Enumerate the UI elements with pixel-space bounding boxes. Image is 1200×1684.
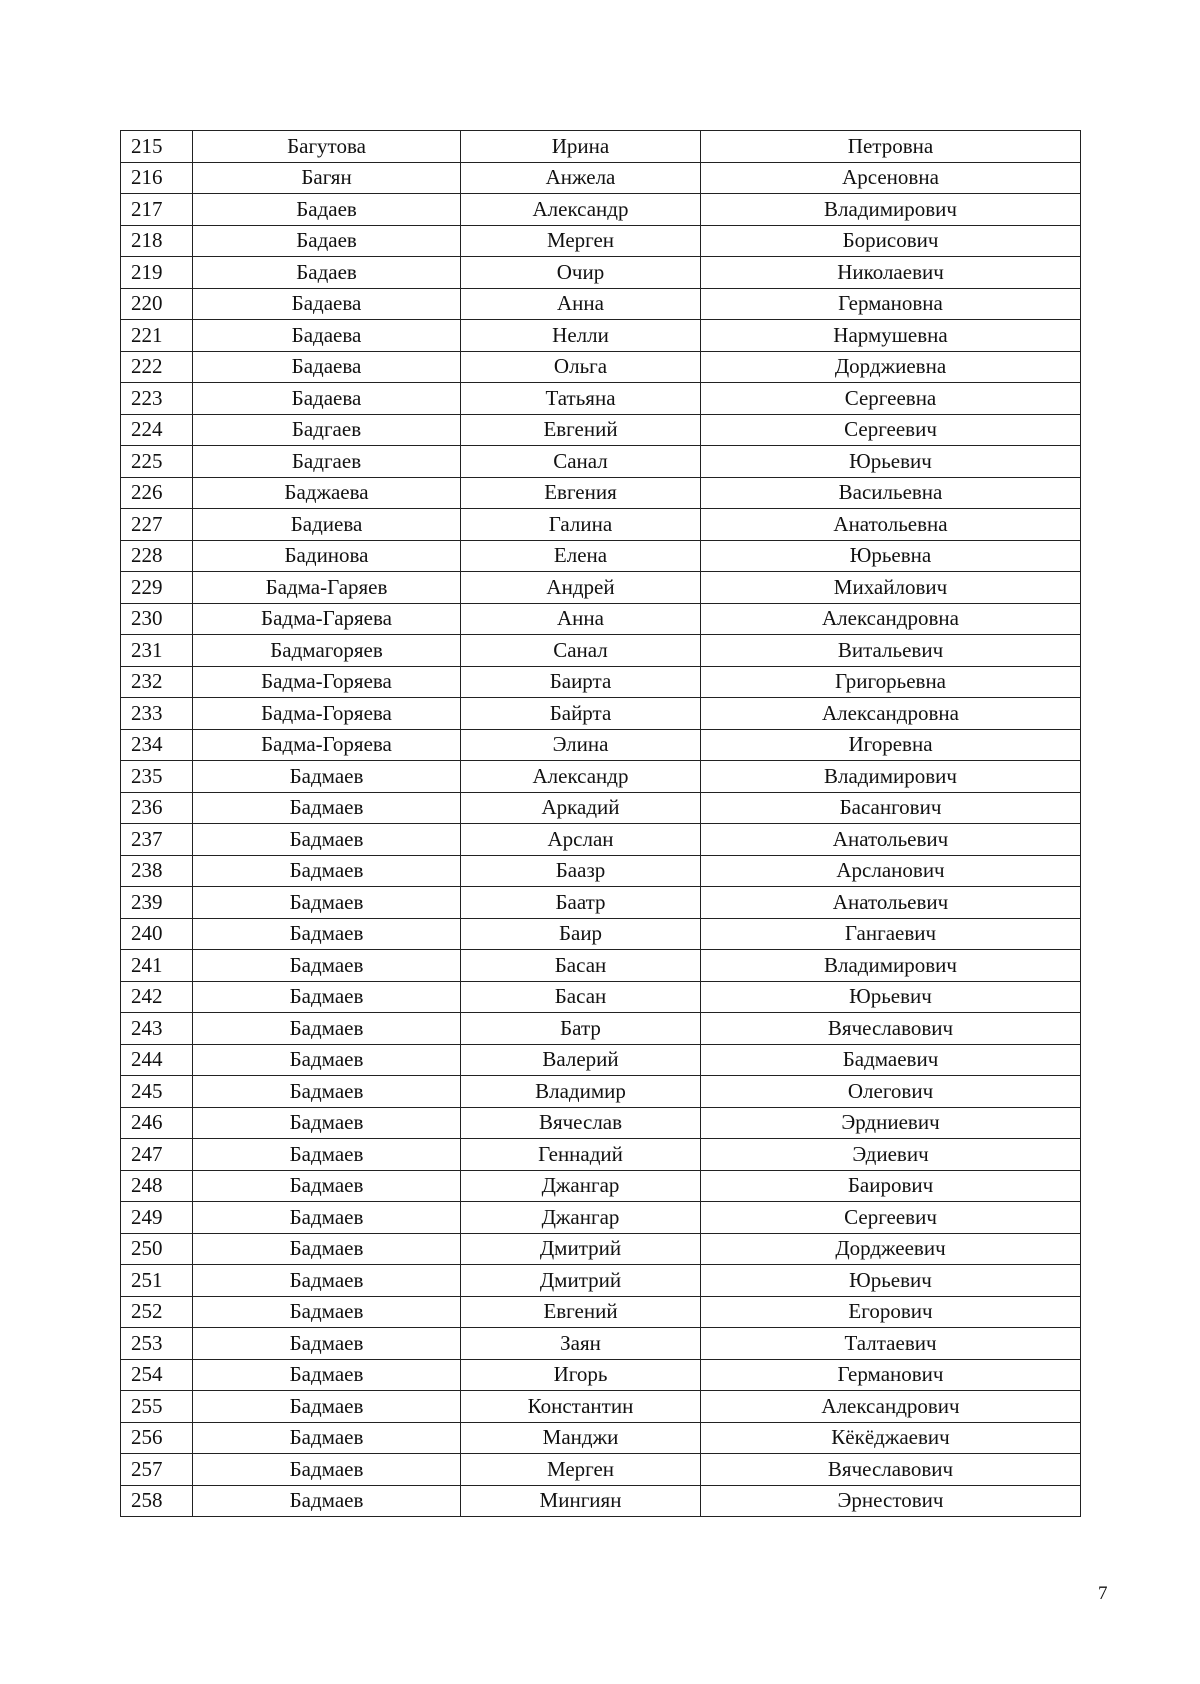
table-row — [121, 162, 1081, 194]
first-name-cell: Батр — [461, 1013, 701, 1045]
row-number-cell: 251 — [121, 1265, 193, 1297]
patronymic-cell: Эрдниевич — [701, 1107, 1081, 1139]
patronymic-cell: Анатольевич — [701, 887, 1081, 919]
table-row — [121, 792, 1081, 824]
surname-cell: Бадиева — [193, 509, 461, 541]
row-number-cell: 253 — [121, 1328, 193, 1360]
surname-cell: Бадмаев — [193, 887, 461, 919]
row-number-cell: 248 — [121, 1170, 193, 1202]
table-row — [121, 1139, 1081, 1171]
table-row — [121, 1485, 1081, 1517]
table-row — [121, 824, 1081, 856]
table-row — [121, 635, 1081, 667]
surname-cell: Бадмаев — [193, 1328, 461, 1360]
surname-cell: Бадмаев — [193, 1076, 461, 1108]
first-name-cell: Мингиян — [461, 1485, 701, 1517]
surname-cell: Бадмаев — [193, 1202, 461, 1234]
first-name-cell: Евгения — [461, 477, 701, 509]
table-row — [121, 1422, 1081, 1454]
table-row — [121, 603, 1081, 635]
table-row — [121, 351, 1081, 383]
table-row — [121, 194, 1081, 226]
row-number-cell: 228 — [121, 540, 193, 572]
surname-cell: Бадмаев — [193, 824, 461, 856]
row-number-cell: 242 — [121, 981, 193, 1013]
patronymic-cell: Григорьевна — [701, 666, 1081, 698]
patronymic-cell: Дорджеевич — [701, 1233, 1081, 1265]
table-row — [121, 1013, 1081, 1045]
row-number-cell: 254 — [121, 1359, 193, 1391]
table-row — [121, 414, 1081, 446]
surname-cell: Бадмаев — [193, 761, 461, 793]
table-row — [121, 1265, 1081, 1297]
row-number-cell: 238 — [121, 855, 193, 887]
row-number-cell: 220 — [121, 288, 193, 320]
surname-cell: Багутова — [193, 131, 461, 163]
row-number-cell: 215 — [121, 131, 193, 163]
patronymic-cell: Германович — [701, 1359, 1081, 1391]
first-name-cell: Дмитрий — [461, 1233, 701, 1265]
patronymic-cell: Эрнестович — [701, 1485, 1081, 1517]
patronymic-cell: Дорджиевна — [701, 351, 1081, 383]
patronymic-cell: Бадмаевич — [701, 1044, 1081, 1076]
row-number-cell: 255 — [121, 1391, 193, 1423]
surname-cell: Бадмаев — [193, 1454, 461, 1486]
patronymic-cell: Юрьевна — [701, 540, 1081, 572]
first-name-cell: Игорь — [461, 1359, 701, 1391]
patronymic-cell: Игоревна — [701, 729, 1081, 761]
table-row — [121, 1391, 1081, 1423]
patronymic-cell: Юрьевич — [701, 1265, 1081, 1297]
patronymic-cell: Нармушевна — [701, 320, 1081, 352]
first-name-cell: Басан — [461, 981, 701, 1013]
first-name-cell: Андрей — [461, 572, 701, 604]
first-name-cell: Евгений — [461, 1296, 701, 1328]
patronymic-cell: Анатольевна — [701, 509, 1081, 541]
table-row — [121, 1044, 1081, 1076]
surname-cell: Бадгаев — [193, 446, 461, 478]
table-row — [121, 761, 1081, 793]
name-list-table — [120, 130, 1081, 1517]
patronymic-cell: Арсланович — [701, 855, 1081, 887]
patronymic-cell: Борисович — [701, 225, 1081, 257]
table-row — [121, 1296, 1081, 1328]
surname-cell: Бадинова — [193, 540, 461, 572]
first-name-cell: Геннадий — [461, 1139, 701, 1171]
first-name-cell: Джангар — [461, 1170, 701, 1202]
patronymic-cell: Васильевна — [701, 477, 1081, 509]
row-number-cell: 252 — [121, 1296, 193, 1328]
row-number-cell: 221 — [121, 320, 193, 352]
row-number-cell: 224 — [121, 414, 193, 446]
table-row — [121, 1170, 1081, 1202]
first-name-cell: Александр — [461, 761, 701, 793]
table-row — [121, 225, 1081, 257]
table-row — [121, 572, 1081, 604]
first-name-cell: Константин — [461, 1391, 701, 1423]
table-row — [121, 698, 1081, 730]
patronymic-cell: Владимирович — [701, 950, 1081, 982]
patronymic-cell: Германовна — [701, 288, 1081, 320]
table-row — [121, 540, 1081, 572]
row-number-cell: 256 — [121, 1422, 193, 1454]
patronymic-cell: Юрьевич — [701, 446, 1081, 478]
table-row — [121, 1454, 1081, 1486]
surname-cell: Бадмаев — [193, 855, 461, 887]
surname-cell: Бадаева — [193, 351, 461, 383]
first-name-cell: Анжела — [461, 162, 701, 194]
row-number-cell: 258 — [121, 1485, 193, 1517]
row-number-cell: 234 — [121, 729, 193, 761]
row-number-cell: 222 — [121, 351, 193, 383]
table-row — [121, 1076, 1081, 1108]
first-name-cell: Джангар — [461, 1202, 701, 1234]
surname-cell: Бадмаев — [193, 1265, 461, 1297]
first-name-cell: Баатр — [461, 887, 701, 919]
first-name-cell: Анна — [461, 288, 701, 320]
first-name-cell: Нелли — [461, 320, 701, 352]
row-number-cell: 249 — [121, 1202, 193, 1234]
row-number-cell: 247 — [121, 1139, 193, 1171]
surname-cell: Баджаева — [193, 477, 461, 509]
first-name-cell: Басан — [461, 950, 701, 982]
surname-cell: Бадмаев — [193, 1422, 461, 1454]
first-name-cell: Валерий — [461, 1044, 701, 1076]
first-name-cell: Баазр — [461, 855, 701, 887]
surname-cell: Бадмаев — [193, 981, 461, 1013]
first-name-cell: Аркадий — [461, 792, 701, 824]
patronymic-cell: Сергеевич — [701, 414, 1081, 446]
row-number-cell: 236 — [121, 792, 193, 824]
patronymic-cell: Александровна — [701, 698, 1081, 730]
table-row — [121, 1233, 1081, 1265]
patronymic-cell: Владимирович — [701, 761, 1081, 793]
surname-cell: Бадаева — [193, 320, 461, 352]
row-number-cell: 241 — [121, 950, 193, 982]
table-row — [121, 1107, 1081, 1139]
first-name-cell: Вячеслав — [461, 1107, 701, 1139]
first-name-cell: Баир — [461, 918, 701, 950]
surname-cell: Бадмаев — [193, 1391, 461, 1423]
row-number-cell: 232 — [121, 666, 193, 698]
first-name-cell: Татьяна — [461, 383, 701, 415]
row-number-cell: 240 — [121, 918, 193, 950]
row-number-cell: 229 — [121, 572, 193, 604]
page-number: 7 — [1098, 1583, 1108, 1604]
table-row — [121, 1359, 1081, 1391]
table-row — [121, 446, 1081, 478]
row-number-cell: 223 — [121, 383, 193, 415]
first-name-cell: Владимир — [461, 1076, 701, 1108]
surname-cell: Багян — [193, 162, 461, 194]
surname-cell: Бадаева — [193, 288, 461, 320]
table-row — [121, 1202, 1081, 1234]
first-name-cell: Байрта — [461, 698, 701, 730]
surname-cell: Бадма-Горяева — [193, 698, 461, 730]
patronymic-cell: Гангаевич — [701, 918, 1081, 950]
patronymic-cell: Николаевич — [701, 257, 1081, 289]
surname-cell: Бадмаев — [193, 1485, 461, 1517]
table-row — [121, 320, 1081, 352]
surname-cell: Бадма-Гаряева — [193, 603, 461, 635]
patronymic-cell: Эдиевич — [701, 1139, 1081, 1171]
table-row — [121, 1328, 1081, 1360]
patronymic-cell: Анатольевич — [701, 824, 1081, 856]
table-row — [121, 509, 1081, 541]
row-number-cell: 217 — [121, 194, 193, 226]
row-number-cell: 219 — [121, 257, 193, 289]
patronymic-cell: Баирович — [701, 1170, 1081, 1202]
surname-cell: Бадма-Горяева — [193, 729, 461, 761]
surname-cell: Бадмаев — [193, 1233, 461, 1265]
row-number-cell: 257 — [121, 1454, 193, 1486]
first-name-cell: Анна — [461, 603, 701, 635]
first-name-cell: Дмитрий — [461, 1265, 701, 1297]
first-name-cell: Александр — [461, 194, 701, 226]
row-number-cell: 250 — [121, 1233, 193, 1265]
row-number-cell: 243 — [121, 1013, 193, 1045]
row-number-cell: 244 — [121, 1044, 193, 1076]
first-name-cell: Заян — [461, 1328, 701, 1360]
patronymic-cell: Талтаевич — [701, 1328, 1081, 1360]
patronymic-cell: Сергеевна — [701, 383, 1081, 415]
patronymic-cell: Вячеславович — [701, 1454, 1081, 1486]
patronymic-cell: Сергеевич — [701, 1202, 1081, 1234]
patronymic-cell: Егорович — [701, 1296, 1081, 1328]
row-number-cell: 237 — [121, 824, 193, 856]
surname-cell: Бадмаев — [193, 1170, 461, 1202]
surname-cell: Бадмаев — [193, 1013, 461, 1045]
row-number-cell: 226 — [121, 477, 193, 509]
patronymic-cell: Вячеславович — [701, 1013, 1081, 1045]
first-name-cell: Ирина — [461, 131, 701, 163]
first-name-cell: Санал — [461, 446, 701, 478]
first-name-cell: Мерген — [461, 225, 701, 257]
patronymic-cell: Александровна — [701, 603, 1081, 635]
patronymic-cell: Арсеновна — [701, 162, 1081, 194]
surname-cell: Бадаева — [193, 383, 461, 415]
surname-cell: Бадмаев — [193, 950, 461, 982]
surname-cell: Бадма-Гаряев — [193, 572, 461, 604]
row-number-cell: 218 — [121, 225, 193, 257]
first-name-cell: Елена — [461, 540, 701, 572]
row-number-cell: 235 — [121, 761, 193, 793]
row-number-cell: 227 — [121, 509, 193, 541]
table-row — [121, 257, 1081, 289]
surname-cell: Бадмаев — [193, 792, 461, 824]
first-name-cell: Ольга — [461, 351, 701, 383]
table-row — [121, 477, 1081, 509]
row-number-cell: 239 — [121, 887, 193, 919]
table-row — [121, 887, 1081, 919]
name-list-body — [121, 131, 1081, 1517]
table-row — [121, 729, 1081, 761]
row-number-cell: 246 — [121, 1107, 193, 1139]
table-row — [121, 288, 1081, 320]
first-name-cell: Галина — [461, 509, 701, 541]
first-name-cell: Очир — [461, 257, 701, 289]
row-number-cell: 230 — [121, 603, 193, 635]
first-name-cell: Мерген — [461, 1454, 701, 1486]
first-name-cell: Евгений — [461, 414, 701, 446]
patronymic-cell: Олегович — [701, 1076, 1081, 1108]
table-row — [121, 855, 1081, 887]
patronymic-cell: Басангович — [701, 792, 1081, 824]
surname-cell: Бадмаев — [193, 1044, 461, 1076]
first-name-cell: Арслан — [461, 824, 701, 856]
surname-cell: Бадаев — [193, 257, 461, 289]
surname-cell: Бадаев — [193, 194, 461, 226]
patronymic-cell: Юрьевич — [701, 981, 1081, 1013]
first-name-cell: Элина — [461, 729, 701, 761]
table-row — [121, 131, 1081, 163]
surname-cell: Бадмаев — [193, 918, 461, 950]
row-number-cell: 233 — [121, 698, 193, 730]
row-number-cell: 231 — [121, 635, 193, 667]
row-number-cell: 225 — [121, 446, 193, 478]
patronymic-cell: Владимирович — [701, 194, 1081, 226]
patronymic-cell: Петровна — [701, 131, 1081, 163]
row-number-cell: 245 — [121, 1076, 193, 1108]
surname-cell: Бадгаев — [193, 414, 461, 446]
patronymic-cell: Витальевич — [701, 635, 1081, 667]
first-name-cell: Баирта — [461, 666, 701, 698]
surname-cell: Бадма-Горяева — [193, 666, 461, 698]
surname-cell: Бадмаев — [193, 1359, 461, 1391]
patronymic-cell: Александрович — [701, 1391, 1081, 1423]
first-name-cell: Манджи — [461, 1422, 701, 1454]
table-row — [121, 383, 1081, 415]
patronymic-cell: Михайлович — [701, 572, 1081, 604]
patronymic-cell: Кёкёджаевич — [701, 1422, 1081, 1454]
table-row — [121, 981, 1081, 1013]
first-name-cell: Санал — [461, 635, 701, 667]
table-row — [121, 666, 1081, 698]
surname-cell: Бадмаев — [193, 1107, 461, 1139]
surname-cell: Бадмагоряев — [193, 635, 461, 667]
surname-cell: Бадмаев — [193, 1296, 461, 1328]
row-number-cell: 216 — [121, 162, 193, 194]
table-row — [121, 918, 1081, 950]
table-row — [121, 950, 1081, 982]
surname-cell: Бадмаев — [193, 1139, 461, 1171]
surname-cell: Бадаев — [193, 225, 461, 257]
